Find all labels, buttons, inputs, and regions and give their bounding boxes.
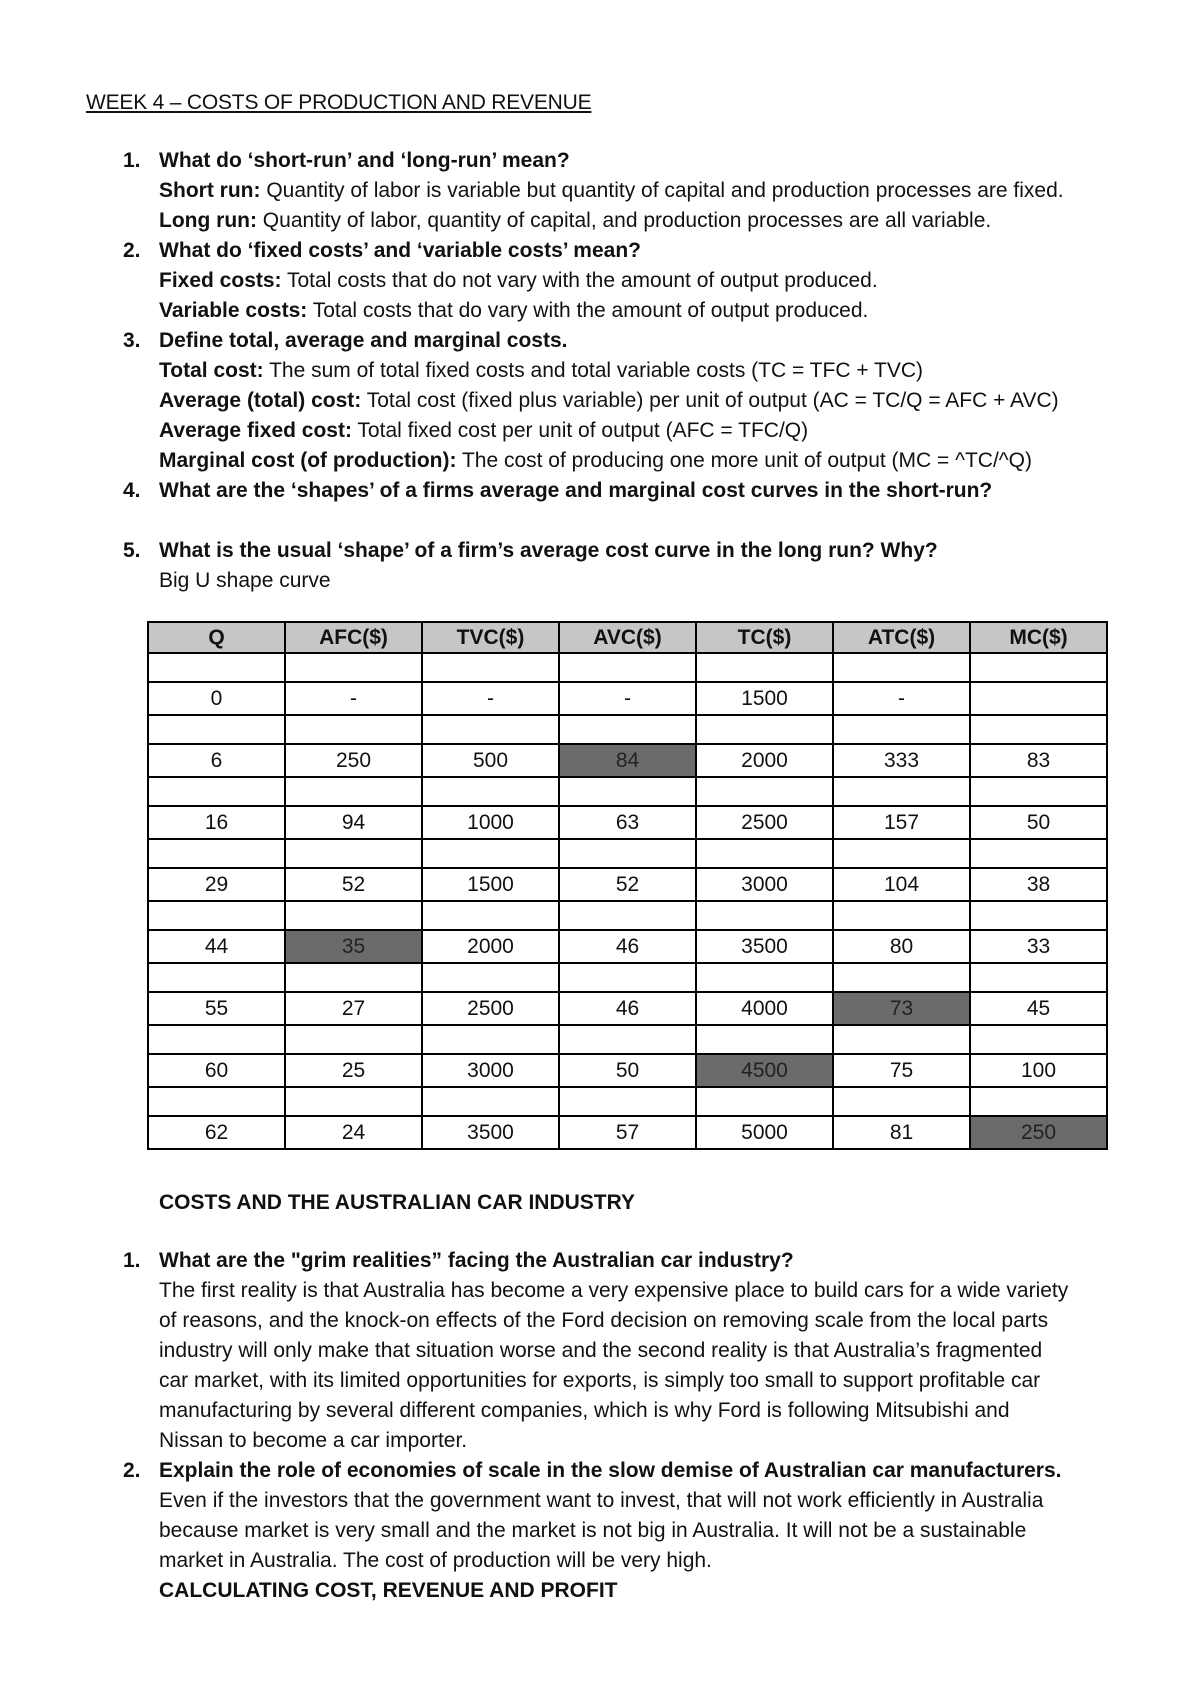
cost-table [147, 621, 1108, 1150]
table-cell: 29 [148, 868, 285, 901]
table-spacer-row [148, 1087, 1107, 1116]
table-cell: 3500 [696, 930, 833, 963]
answer-line [159, 206, 1136, 236]
answer-text: Quantity of labor, quantity of capital, and production processes are all variable. [256, 209, 992, 232]
table-cell: 5000 [696, 1116, 833, 1149]
question-item-5 [86, 536, 1136, 596]
table-cell: 2500 [696, 806, 833, 839]
table-cell: 25 [285, 1054, 422, 1087]
table-cell: 3500 [422, 1116, 559, 1149]
table-row [148, 806, 1107, 839]
table-cell: 80 [833, 930, 970, 963]
question-text: What do ‘short-run’ and ‘long-run’ mean? [159, 149, 570, 172]
answer-term: Total cost: [159, 359, 264, 382]
table-cell: 100 [970, 1054, 1107, 1087]
closing-heading: CALCULATING COST, REVENUE AND PROFIT [159, 1579, 618, 1602]
question-item-1 [86, 1246, 1136, 1456]
table-cell: 46 [559, 930, 696, 963]
table-cell: 6 [148, 744, 285, 777]
answer-text: Total costs that do not vary with the amount of output produced. [281, 269, 878, 292]
answer-line: Even if the investors that the government want to invest, that will not work efficiently in Australia [159, 1489, 1044, 1512]
table-cell: 4000 [696, 992, 833, 1025]
table-cell: 83 [970, 744, 1107, 777]
table-cell-shaded: 250 [970, 1116, 1107, 1149]
answer-line: car market, with its limited opportunities for exports, is simply too small to support profitable car [159, 1369, 1041, 1392]
answer-line: manufacturing by several different companies, which is why Ford is following Mitsubishi and [159, 1399, 1010, 1422]
table-cell: 52 [285, 868, 422, 901]
table-cell: 24 [285, 1116, 422, 1149]
question-number: 5. [123, 539, 141, 562]
table-cell: 333 [833, 744, 970, 777]
table-cell-shaded: 73 [833, 992, 970, 1025]
question-text: Define total, average and marginal costs. [159, 329, 568, 352]
question-list-2 [86, 1246, 1136, 1606]
table-cell: 75 [833, 1054, 970, 1087]
answer-term: Average (total) cost: [159, 389, 362, 412]
table-spacer-row [148, 963, 1107, 992]
answer-line: because market is very small and the market is not big in Australia. It will not be a sustainable [159, 1519, 1027, 1542]
table-cell: 55 [148, 992, 285, 1025]
table-cell: 44 [148, 930, 285, 963]
answer-line: The first reality is that Australia has become a very expensive place to build cars for a wide variety [159, 1279, 1069, 1302]
answer-line: market in Australia. The cost of production will be very high. [159, 1549, 712, 1572]
blank-line [159, 506, 1136, 536]
table-cell: 63 [559, 806, 696, 839]
table-cell: 2000 [422, 930, 559, 963]
answer-line [159, 386, 1136, 416]
answer-term: Average fixed cost: [159, 419, 352, 442]
table-cell: 62 [148, 1116, 285, 1149]
table-cell: 0 [148, 682, 285, 715]
answer-line [159, 416, 1136, 446]
table-cell: 45 [970, 992, 1107, 1025]
header-atc: ATC($) [833, 622, 970, 653]
table-spacer-row [148, 901, 1107, 930]
answer-line [159, 356, 1136, 386]
table-cell: 60 [148, 1054, 285, 1087]
answer-term: Short run: [159, 179, 261, 202]
table-cell-shaded: 35 [285, 930, 422, 963]
table-cell: 50 [559, 1054, 696, 1087]
question-text: Explain the role of economies of scale in the slow demise of Australian car manufacturers. [159, 1459, 1062, 1482]
table-row [148, 744, 1107, 777]
table-cell: 46 [559, 992, 696, 1025]
table-cell: 50 [970, 806, 1107, 839]
question-number: 1. [123, 1249, 141, 1272]
answer-text: Total cost (fixed plus variable) per unit of output (AC = TC/Q = AFC + AVC) [361, 389, 1059, 412]
question-number: 2. [123, 1459, 141, 1482]
table-cell: - [833, 682, 970, 715]
section-heading: COSTS AND THE AUSTRALIAN CAR INDUSTRY [159, 1191, 635, 1214]
question-list [86, 146, 1136, 596]
table-cell: 3000 [422, 1054, 559, 1087]
question-item-3 [86, 326, 1136, 476]
table-spacer-row [148, 715, 1107, 744]
question-text: What do ‘fixed costs’ and ‘variable costs’ mean? [159, 239, 641, 262]
table-cell: - [559, 682, 696, 715]
question-item-1 [86, 146, 1136, 236]
header-q: Q [148, 622, 285, 653]
page-title: WEEK 4 – COSTS OF PRODUCTION AND REVENUE [86, 91, 592, 114]
table-row [148, 868, 1107, 901]
table-cell: 1500 [422, 868, 559, 901]
table-cell: 27 [285, 992, 422, 1025]
table-cell: 1500 [696, 682, 833, 715]
table-cell: 38 [970, 868, 1107, 901]
question-number: 2. [123, 239, 141, 262]
answer-line: of reasons, and the knock-on effects of the Ford decision on removing scale from the local parts [159, 1309, 1049, 1332]
table-spacer-row [148, 839, 1107, 868]
question-text: What are the ‘shapes’ of a firms average and marginal cost curves in the short-run? [159, 479, 993, 502]
table-cell: 1000 [422, 806, 559, 839]
question-text: What are the "grim realities” facing the Australian car industry? [159, 1249, 794, 1272]
answer-term: Fixed costs: [159, 269, 282, 292]
answer-text: Total fixed cost per unit of output (AFC = TFC/Q) [351, 419, 809, 442]
table-cell: 157 [833, 806, 970, 839]
answer-term: Marginal cost (of production): [159, 449, 457, 472]
table-row [148, 682, 1107, 715]
answer-text: The cost of producing one more unit of output (MC = ^TC/^Q) [456, 449, 1032, 472]
answer-text: Big U shape curve [159, 569, 331, 592]
question-item-2 [86, 236, 1136, 326]
table-cell: - [422, 682, 559, 715]
table-cell [970, 682, 1107, 715]
table-spacer-row [148, 653, 1107, 682]
answer-line: industry will only make that situation worse and the second reality is that Australia’s fragmented [159, 1339, 1043, 1362]
table-spacer-row [148, 777, 1107, 806]
table-row [148, 1054, 1107, 1087]
table-cell: 104 [833, 868, 970, 901]
table-header-row [148, 622, 1107, 653]
table-cell: 52 [559, 868, 696, 901]
answer-line [159, 296, 1136, 326]
table-cell: - [285, 682, 422, 715]
answer-line [159, 176, 1136, 206]
question-item-2 [86, 1456, 1136, 1606]
question-number: 4. [123, 479, 141, 502]
table-cell: 500 [422, 744, 559, 777]
answer-term: Variable costs: [159, 299, 308, 322]
question-item-4 [86, 476, 1136, 536]
table-spacer-row [148, 1025, 1107, 1054]
table-row [148, 992, 1107, 1025]
header-mc: MC($) [970, 622, 1107, 653]
header-afc: AFC($) [285, 622, 422, 653]
table-cell-shaded: 84 [559, 744, 696, 777]
header-avc: AVC($) [559, 622, 696, 653]
answer-text: Quantity of labor is variable but quantity of capital and production processes are fixed. [260, 179, 1064, 202]
table-row [148, 1116, 1107, 1149]
answer-line [159, 446, 1136, 476]
answer-line: Nissan to become a car importer. [159, 1429, 468, 1452]
table-cell-shaded: 4500 [696, 1054, 833, 1087]
header-tvc: TVC($) [422, 622, 559, 653]
answer-text: The sum of total fixed costs and total variable costs (TC = TFC + TVC) [263, 359, 924, 382]
table-row [148, 930, 1107, 963]
answer-line [159, 266, 1136, 296]
table-cell: 16 [148, 806, 285, 839]
header-tc: TC($) [696, 622, 833, 653]
answer-text: Total costs that do vary with the amount of output produced. [307, 299, 869, 322]
table-cell: 94 [285, 806, 422, 839]
question-text: What is the usual ‘shape’ of a firm’s average cost curve in the long run? Why? [159, 539, 938, 562]
table-cell: 81 [833, 1116, 970, 1149]
question-number: 1. [123, 149, 141, 172]
table-cell: 57 [559, 1116, 696, 1149]
table-cell: 3000 [696, 868, 833, 901]
answer-term: Long run: [159, 209, 257, 232]
table-cell: 2500 [422, 992, 559, 1025]
question-number: 3. [123, 329, 141, 352]
table-cell: 250 [285, 744, 422, 777]
table-cell: 2000 [696, 744, 833, 777]
table-cell: 33 [970, 930, 1107, 963]
